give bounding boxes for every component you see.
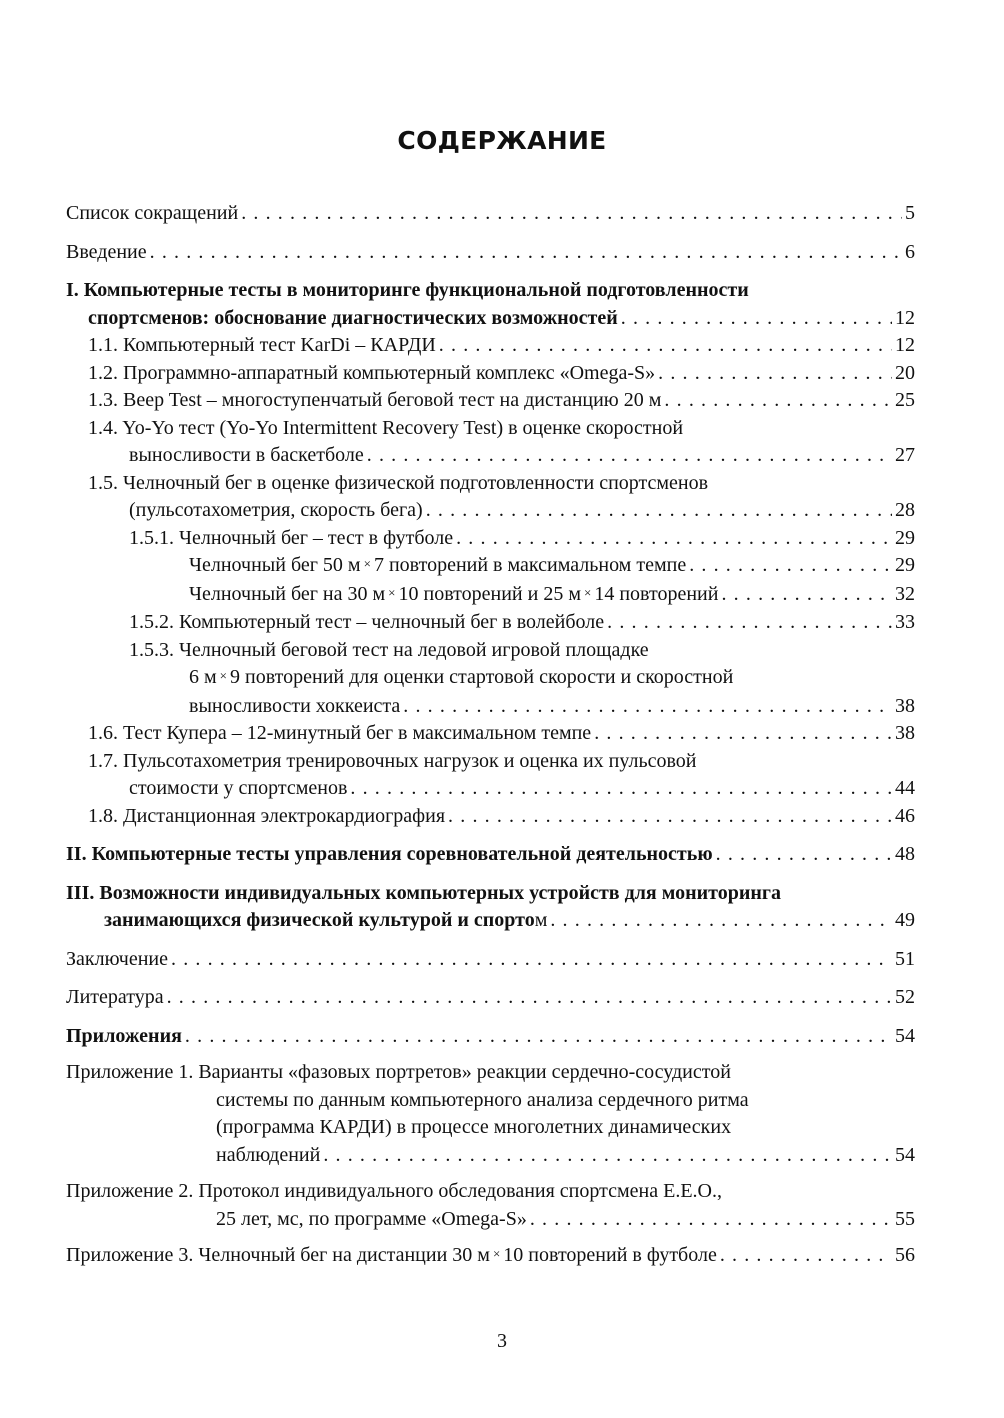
toc-entry-abbreviations[interactable] (66, 200, 915, 228)
toc-entry-appendix-3[interactable] (66, 1242, 915, 1271)
leader-dots (350, 775, 892, 803)
toc-label: Челночный бег на 30 м × 10 повторений и 25 м × 14 повторений (189, 582, 719, 605)
toc-label: Введение (66, 240, 147, 263)
toc-entry-1-5[interactable] (66, 470, 915, 525)
toc-entry-appendix-2[interactable] (66, 1178, 915, 1233)
toc-label-line: Приложение 1. Варианты «фазовых портретов» реакции сердечно-сосудистой (66, 1061, 731, 1083)
leader-dots (241, 200, 902, 228)
toc-page-number: 5 (905, 202, 915, 224)
toc-page-number: 46 (895, 804, 915, 827)
toc-label-line: 1.5.3. Челночный беговой тест на ледовой игровой площадке (129, 638, 649, 661)
toc-page-number: 56 (895, 1244, 915, 1266)
leader-dots (716, 841, 892, 869)
toc-label-line: 1.5. Челночный бег в оценке физической подготовленности спортсменов (88, 471, 709, 494)
toc-page-number: 6 (905, 240, 915, 263)
toc-label: Литература (66, 986, 164, 1008)
leader-dots (167, 984, 892, 1012)
leader-dots (150, 239, 902, 267)
toc-page-number: 38 (895, 694, 915, 717)
toc-label: 1.5.1. Челночный бег – тест в футболе (129, 526, 454, 549)
toc-entry-1-2[interactable] (66, 360, 915, 388)
toc-label-line: выносливости в баскетболе (129, 444, 364, 466)
toc-label: 1.3. Beep Test – многоступенчатый беговой тест на дистанцию 20 м (88, 389, 662, 411)
toc-entry-1-5-3[interactable] (66, 637, 915, 721)
toc-label: 1.2. Программно-аппаратный компьютерный комплекс «Omega-S» (88, 361, 656, 384)
leader-dots (367, 442, 892, 470)
toc-page-number: 54 (895, 1143, 915, 1166)
toc-label: Список сокращений (66, 202, 239, 224)
toc-entry-1-6[interactable] (66, 720, 915, 748)
toc-label-line: наблюдений (216, 1143, 321, 1166)
leader-dots (720, 1242, 892, 1270)
toc-page-number: 49 (895, 909, 915, 931)
leader-dots (664, 387, 892, 415)
toc-entry-1-1[interactable] (66, 332, 915, 360)
toc-entry-1-5-2[interactable] (66, 609, 915, 637)
toc-label: 1.8. Дистанционная электрокардиография (88, 804, 446, 827)
multiply-sign: × (584, 584, 592, 600)
toc-label-line: занимающихся физической культурой и спортом (104, 909, 548, 931)
toc-label: 1.5.2. Компьютерный тест – челночный бег в волейболе (129, 611, 605, 633)
toc-entry-conclusion[interactable] (66, 946, 915, 974)
toc-label-line: 1.7. Пульсотахометрия тренировочных нагрузок и оценка их пульсовой (88, 749, 697, 772)
toc-entry-1-7[interactable] (66, 748, 915, 803)
toc-page-number: 25 (895, 389, 915, 411)
toc-entry-chapter-3[interactable] (66, 880, 915, 935)
leader-dots (426, 497, 892, 525)
multiply-sign: × (492, 1246, 501, 1261)
toc-entry-shuttle-50m[interactable] (66, 552, 915, 581)
toc-label-line: (программа КАРДИ) в процессе многолетних динамических (216, 1116, 732, 1138)
toc-entry-appendices[interactable] (66, 1023, 915, 1051)
toc-label: Заключение (66, 947, 168, 970)
leader-dots (621, 305, 892, 333)
toc-page-number: 27 (895, 444, 915, 466)
toc-page-number: 12 (895, 306, 915, 329)
toc-label-line: стоимости у спортсменов (129, 777, 348, 799)
toc-entry-chapter-1[interactable] (66, 277, 915, 332)
toc-label-line: 6 м × 9 повторений для оценки стартовой скорости и скоростной (189, 666, 734, 688)
toc-entry-1-5-1[interactable] (66, 525, 915, 553)
multiply-sign: × (363, 556, 371, 571)
page-number: 3 (497, 1330, 507, 1352)
toc-label-line: (пульсотахометрия, скорость бега) (129, 499, 423, 521)
leader-dots (171, 946, 892, 974)
leader-dots (721, 581, 892, 609)
toc-page-number: 55 (895, 1207, 915, 1230)
toc-label: Приложения (66, 1024, 182, 1047)
toc-label: 1.6. Тест Купера – 12-минутный бег в максимальном темпе (88, 722, 592, 744)
leader-dots (689, 552, 892, 580)
page-title: СОДЕРЖАНИЕ (397, 126, 607, 155)
toc-page-number: 48 (895, 843, 915, 865)
toc-label: Челночный бег 50 м × 7 повторений в максимальном темпе (189, 554, 687, 576)
leader-dots (403, 693, 892, 721)
toc-entry-literature[interactable] (66, 984, 915, 1012)
leader-dots (185, 1023, 892, 1051)
toc-entry-appendix-1[interactable] (66, 1059, 915, 1169)
toc-entry-introduction[interactable] (66, 239, 915, 267)
leader-dots (323, 1142, 892, 1170)
leader-dots (530, 1206, 892, 1234)
multiply-sign: × (388, 584, 396, 600)
leader-dots (594, 720, 892, 748)
leader-dots (658, 360, 892, 388)
toc-page-number: 29 (895, 554, 915, 576)
toc-label-line: 25 лет, мс, по программе «Omega-S» (216, 1207, 527, 1230)
toc-label-line: III. Возможности индивидуальных компьютерных устройств для мониторинга (66, 881, 781, 904)
toc-page-number: 51 (895, 947, 915, 970)
toc-entry-1-8[interactable] (66, 803, 915, 831)
toc-label-line: I. Компьютерные тесты в мониторинге функциональной подготовленности (66, 279, 749, 301)
toc-entry-shuttle-30m[interactable] (66, 581, 915, 610)
leader-dots (456, 525, 892, 553)
leader-dots (439, 332, 892, 360)
leader-dots (607, 609, 892, 637)
toc-page-number: 38 (895, 722, 915, 744)
toc-page-number: 52 (895, 986, 915, 1008)
toc-label-line: системы по данным компьютерного анализа сердечного ритма (216, 1088, 749, 1111)
toc-label-line: спортсменов: обоснование диагностических возможностей (88, 306, 618, 329)
toc-label-line: 1.4. Yo-Yo тест (Yo-Yo Intermittent Recovery Test) в оценке скоростной (88, 416, 684, 439)
toc-entry-1-4[interactable] (66, 415, 915, 470)
leader-dots (448, 803, 892, 831)
toc-page-number: 29 (895, 526, 915, 549)
toc-page-number: 44 (895, 777, 915, 799)
toc-label: II. Компьютерные тесты управления соревновательной деятельностью (66, 843, 713, 865)
toc-entry-1-3[interactable] (66, 387, 915, 415)
toc-page-number: 54 (895, 1024, 915, 1047)
toc-page-number: 20 (895, 361, 915, 384)
toc-label: Приложение 3. Челночный бег на дистанции 30 м × 10 повторений в футболе (66, 1244, 717, 1266)
toc-page-number: 28 (895, 499, 915, 521)
toc-label: 1.1. Компьютерный тест KarDi – КАРДИ (88, 334, 436, 356)
leader-dots (550, 907, 892, 935)
multiply-sign: × (219, 668, 227, 683)
toc-page-number: 33 (895, 611, 915, 633)
toc-page-number: 32 (895, 582, 915, 605)
table-of-contents (66, 200, 915, 1271)
toc-label-line: Приложение 2. Протокол индивидуального обследования спортсмена Е.Е.О., (66, 1180, 722, 1202)
toc-page-number: 12 (895, 334, 915, 356)
toc-label-line: выносливости хоккеиста (189, 694, 401, 717)
toc-entry-chapter-2[interactable] (66, 841, 915, 869)
